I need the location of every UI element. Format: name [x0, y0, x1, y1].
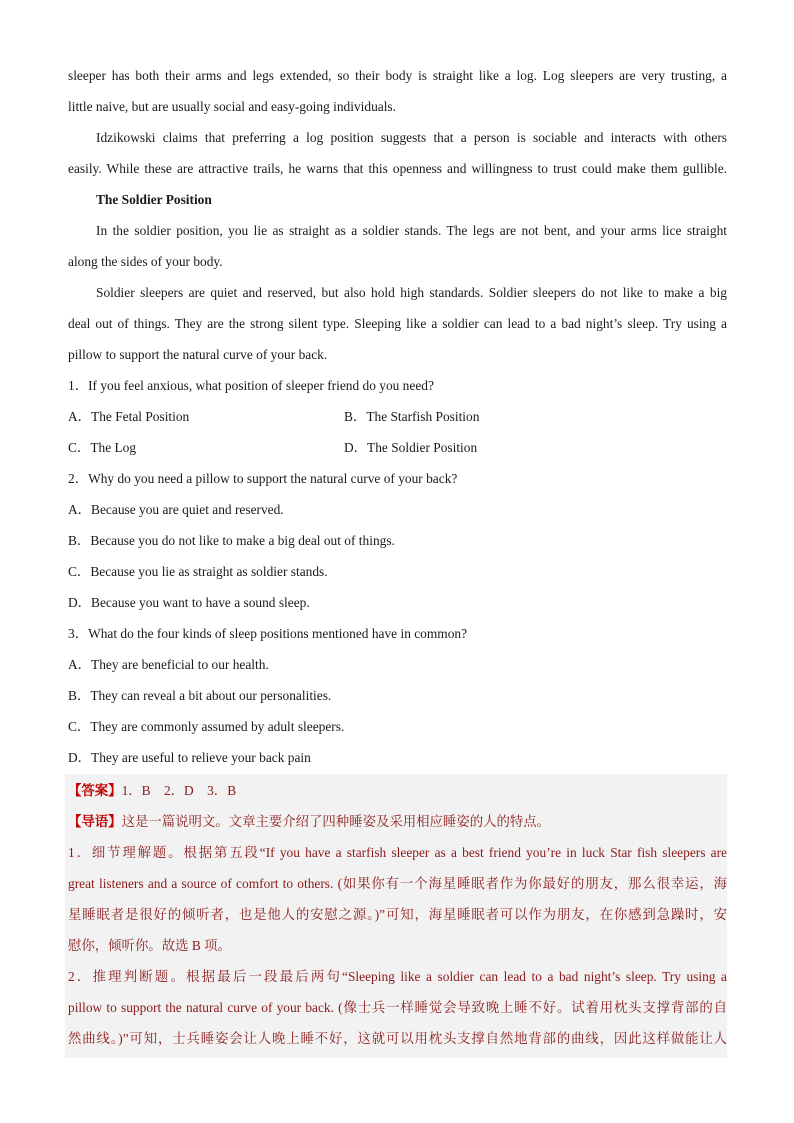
explanation-line: 慰你，倾听你。故选 B 项。 [68, 938, 231, 953]
explanation-line: 2．推理判断题。根据最后一段最后两句“Sleeping like a soldier can lead to a bad night’s sleep. Try using a [68, 969, 727, 984]
option-d: D．Because you want to have a sound sleep. [68, 595, 310, 610]
question-1-options-row [68, 401, 727, 432]
guide-line [68, 806, 727, 837]
explanation-line: 星睡眠者是很好的倾听者，也是他人的安慰之源。)”可知，海星睡眠者可以作为朋友，在你感到急躁时，安 [68, 907, 727, 922]
passage-line: pillow to support the natural curve of your back. [68, 347, 328, 362]
guide-label: 【导语】 [68, 814, 122, 829]
passage-line: deal out of things. They are the strong silent type. Sleeping like a soldier can lead to a bad night’s sleep. Try using a [68, 316, 727, 331]
explanation-line: 然曲线。)”可知，士兵睡姿会让人晚上睡不好，这就可以用枕头支撑自然地背部的曲线，因此这样做能让人 [68, 1031, 727, 1046]
answer-line [68, 775, 727, 806]
passage-line: along the sides of your body. [68, 254, 223, 269]
passage-line: sleeper has both their arms and legs extended, so their body is straight like a log. Log sleepers are very trusting, a [68, 68, 727, 83]
guide-text: 这是一篇说明文。文章主要介绍了四种睡姿及采用相应睡姿的人的特点。 [121, 814, 551, 829]
option-b: B．They can reveal a bit about our personalities. [68, 688, 332, 703]
answer-explanation-block [65, 774, 727, 1058]
explanation-line: great listeners and a source of comfort to others. (如果你有一个海星睡眠者作为你最好的朋友，那么很幸运，海 [68, 876, 727, 891]
passage-line: little naive, but are usually social and easy-going individuals. [68, 99, 396, 114]
section-heading: The Soldier Position [96, 192, 212, 207]
explanation-line: pillow to support the natural curve of your back. (像士兵一样睡觉会导致晚上睡不好。试着用枕头支撑背部的自 [68, 1000, 727, 1015]
passage-line: easily. While these are attractive trails, he warns that this openness and willingness to trust could make them gullible. [68, 161, 727, 176]
option-c: C．The Log [68, 440, 137, 455]
option-b: B．Because you do not like to make a big deal out of things. [68, 533, 395, 548]
passage-line: In the soldier position, you lie as straight as a soldier stands. The legs are not bent, and your arms lice straight [96, 223, 727, 238]
answer-text: 1．B 2．D 3．B [121, 783, 237, 798]
answer-label: 【答案】 [68, 783, 122, 798]
document-content [68, 60, 727, 1058]
passage-line: Soldier sleepers are quiet and reserved, but also hold high standards. Soldier sleepers do not like to make a big [96, 285, 727, 300]
option-a: A．The Fetal Position [68, 409, 190, 424]
question-2-stem: 2．Why do you need a pillow to support the natural curve of your back? [68, 471, 458, 486]
passage-line: Idzikowski claims that preferring a log position suggests that a person is sociable and interacts with others [96, 130, 727, 145]
explanation-line: 1．细节理解题。根据第五段“If you have a starfish sleeper as a best friend you’re in luck Star fish sleepers are [68, 845, 727, 860]
option-c: C．Because you lie as straight as soldier stands. [68, 564, 328, 579]
option-d: D．They are useful to relieve your back pain [68, 750, 311, 765]
option-c: C．They are commonly assumed by adult sleepers. [68, 719, 345, 734]
question-1-stem: 1．If you feel anxious, what position of sleeper friend do you need? [68, 378, 434, 393]
option-d: D．The Soldier Position [344, 440, 478, 455]
question-1-options-row [68, 432, 727, 463]
option-a: A．Because you are quiet and reserved. [68, 502, 284, 517]
question-3-stem: 3．What do the four kinds of sleep positions mentioned have in common? [68, 626, 468, 641]
option-b: B．The Starfish Position [344, 409, 480, 424]
option-a: A．They are beneficial to our health. [68, 657, 269, 672]
